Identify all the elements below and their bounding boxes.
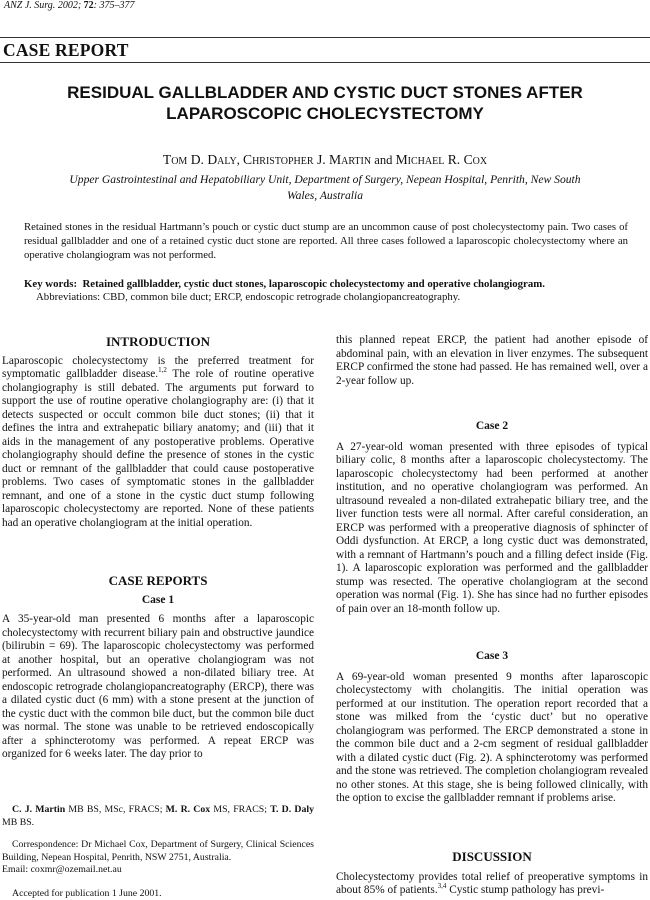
left-column — [2, 335, 314, 530]
footnote-name-1: C. J. Martin — [12, 804, 66, 815]
case1-paragraph: A 35-year-old man presented 6 months after a laparoscopic cholecystectomy with recurrent biliary pain and obstructive jaundice (bilirubin = 69). The laparoscopic cholecystectomy was performed at another hospital, but an operative cholangiogram was not performed. An ultrasound showed a non-dilated biliary tree. At endoscopic retrograde cholangiopancreatography (ERCP), there was a dilated cystic duct (6 mm) with a stone present at the junction of the cystic duct with the common bile duct, but the common bile duct was normal. The stone was unable to be retrieved endoscopically after a sphincterotomy was performed. A repeat ERCP was organized for 6 weeks later. The day prior to — [2, 613, 314, 760]
journal-year: 2002; — [57, 0, 84, 11]
case1-continued: this planned repeat ERCP, the patient had another episode of abdominal pain, with an elevation in liver enzymes. The subsequent ERCP confirmed the stone had passed. He has remained well, over a 2-year follow up. — [336, 334, 648, 387]
case3-block — [336, 650, 648, 806]
author-credentials — [2, 804, 314, 829]
introduction-paragraph — [2, 355, 314, 531]
case3-heading: Case 3 — [475, 650, 509, 662]
journal-volume: 72 — [83, 0, 94, 11]
author-2: Christopher J. Martin — [243, 152, 372, 167]
email: Email: coxmr@ozemail.net.au — [2, 864, 122, 875]
discussion-text-b: Cystic stump pathology has previ- — [446, 884, 605, 896]
case-reports-block — [2, 574, 314, 762]
author-3: Michael R. Cox — [395, 152, 488, 167]
case-reports-heading: CASE REPORTS — [108, 573, 208, 588]
footnote-deg-2: MS, FRACS; — [210, 804, 271, 815]
accepted-date: Accepted for publication 1 June 2001. — [12, 887, 162, 899]
discussion-block — [336, 850, 648, 898]
case2-paragraph: A 27-year-old woman presented with three episodes of typical biliary colic, 8 months after a laparoscopic cholecystectomy. The laparoscopic cholecystectomy had been performed at another institution, and no operative cholangiogram was performed. An ultrasound revealed a non-dilated extrahepatic biliary tree, and the liver function tests were all normal. After careful consideration, an ERCP was performed with a preoperative diagnosis of sphincter of Oddi dysfunction. At ERCP, a long cystic duct was demonstrated, with a remnant of Hartmann’s pouch and a filling defect inside (Fig. 1). A laparoscopic exploration was performed and the gallbladder stump was resected. The operative cholangiogram at the second operation was normal (Fig. 1). She has since had no further episodes of pain over an 18-month follow up. — [336, 440, 648, 615]
abbreviations: Abbreviations: CBD, common bile duct; ERCP, endoscopic retrograde cholangiopancreatography. — [36, 291, 461, 303]
case2-block — [336, 420, 648, 616]
keywords — [24, 278, 628, 291]
section-rule — [0, 62, 650, 63]
discussion-text-a: Cholecystectomy provides total relief of preoperative symptoms in about 85% of patients. — [336, 870, 648, 896]
correspondence: Correspondence: Dr Michael Cox, Department of Surgery, Clinical Sciences Building, Nepean Hospital, Penrith, NSW 2751, Australia. — [2, 839, 314, 863]
footnote-name-2: M. R. Cox — [165, 804, 211, 815]
intro-ref: 1,2 — [158, 366, 167, 375]
footnote-deg-3: MB BS. — [2, 816, 35, 828]
keywords-text: Retained gallbladder, cystic duct stones, laparoscopic cholecystectomy and operative cholangiogram. — [82, 278, 545, 290]
affiliation: Upper Gastrointestinal and Hepatobiliary Unit, Department of Surgery, Nepean Hospital, Penrith, New South Wales, Australia — [69, 173, 581, 202]
author-list — [0, 152, 650, 168]
top-rule — [0, 37, 650, 38]
keywords-label: Key words: — [24, 278, 78, 290]
journal-citation — [4, 0, 135, 11]
right-column — [336, 334, 648, 388]
discussion-ref: 3,4 — [437, 882, 447, 891]
discussion-heading: DISCUSSION — [452, 849, 532, 864]
discussion-paragraph — [336, 871, 648, 898]
section-label: CASE REPORT — [3, 40, 129, 60]
intro-text-a: Laparoscopic cholecystectomy is the preferred treatment for symptomatic gallbladder disease. — [2, 354, 314, 380]
intro-text-b: The role of routine operative cholangiography is still debated. The arguments put forward to support the use of routine operative cholangiography are: (i) that it detects suspected or occult common bile duct stones; (ii) that it defines the intra and extrahepatic biliary anatomy; and (iii) that it aids in the management of any postoperative problems. Operative cholangiography should define the presence of stones in the cystic duct or remnant of the gallbladder that could cause postoperative problems. Two cases of symptomatic stones in the gallbladder remnant, and one of a stone in the cystic duct stump following laparoscopic cholecystectomy are reported. None of these patients had an operative cholangiogram at the initial operation. — [2, 368, 314, 529]
case3-paragraph: A 69-year-old woman presented 9 months after laparoscopic cholecystectomy with cholangitis. The initial operation was performed at our institution. The operation report recorded that a stone was milked from the ‘cystic duct’ but no operative cholangiogram was performed. The ERCP demonstrated a stone in the common bile duct and a 2-cm segment of residual gallbladder with a dilated cystic duct (Fig. 2). A sphincterotomy was performed and the stone was retrieved. The completion cholangiogram revealed no other stones. At this stage, she is being followed clinically, with the option to excise the gallbladder remnant if problems arise. — [336, 670, 648, 804]
footnote-deg-1: MB BS, MSc, FRACS; — [65, 804, 166, 815]
author-sep-1: , — [236, 153, 243, 167]
journal-pages: : 375–377 — [93, 0, 135, 11]
author-sep-2: and — [371, 153, 396, 167]
case2-heading: Case 2 — [475, 420, 509, 432]
footnote-name-3: T. D. Daly — [270, 804, 314, 815]
article-title: RESIDUAL GALLBLADDER AND CYSTIC DUCT STONES AFTER LAPAROSCOPIC CHOLECYSTECTOMY — [67, 83, 583, 123]
case1-heading: Case 1 — [141, 593, 175, 606]
author-1: Tom D. Daly — [162, 152, 237, 167]
abstract: Retained stones in the residual Hartmann’s pouch or cystic duct stump are an uncommon cause of post cholecystectomy pain. Two cases of residual gallbladder and one of a retained cystic duct stone are reported. All three cases followed a laparoscopic cholecystectomy where an operative cholangiogram was not performed. — [24, 221, 628, 261]
journal-name: ANZ J. Surg. — [4, 0, 56, 11]
introduction-heading: INTRODUCTION — [105, 334, 210, 349]
footnotes — [2, 804, 314, 900]
